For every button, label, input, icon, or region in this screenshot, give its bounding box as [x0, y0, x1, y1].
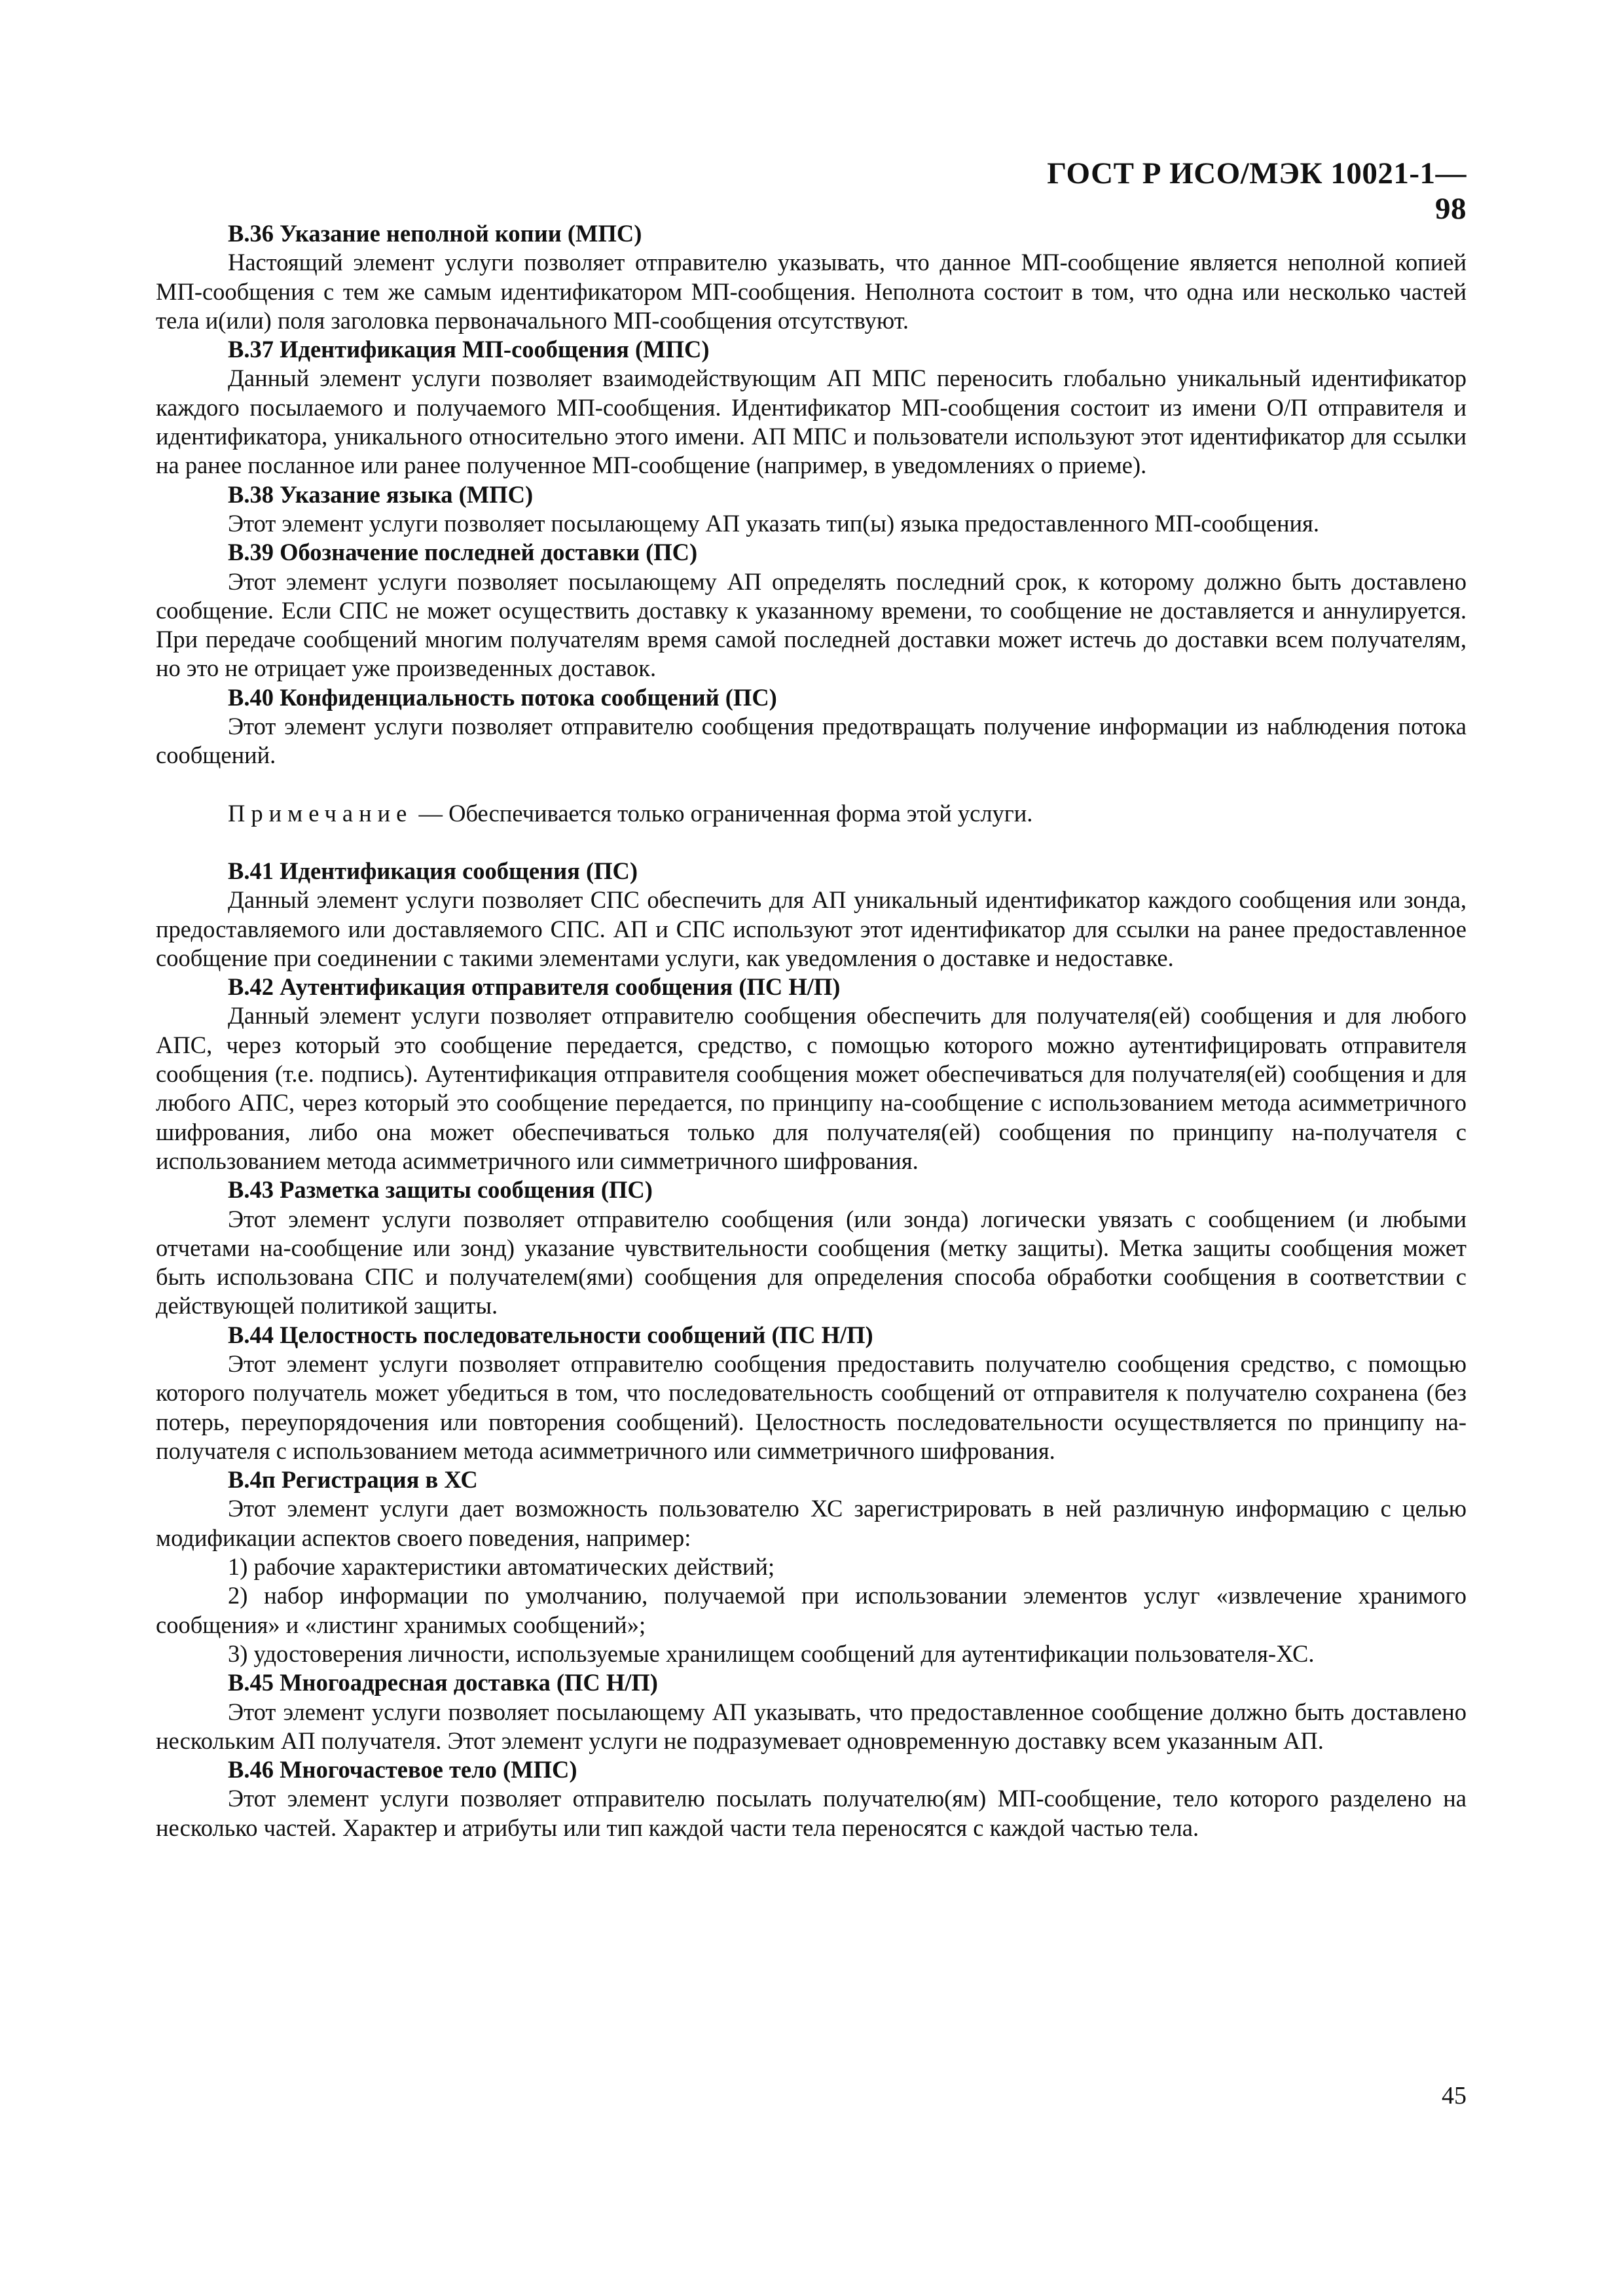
document-body [156, 219, 1467, 1842]
section-text-b45: Этот элемент услуги позволяет посылающему АП указывать, что предоставленное сообщение должно быть доставлено нескольким АП получателя. Этот элемент услуги не подразумевает одновременную доставку всем указанным АП. [156, 1698, 1467, 1754]
note-text: — Обеспечивается только ограниченная форма этой услуги. [412, 799, 1033, 827]
section-text-b42: Данный элемент услуги позволяет отправителю сообщения обеспечить для получателя(ей) сообщения и для любого АПС, через который это сообщение передается, средство, с помощью которого можно аутентифицировать отправителя сообщения (т.е. подпись). Аутентификация отправителя сообщения может обеспечиваться для получателя(ей) сообщения и для любого АПС, через который это сообщение передается, по принципу на-сообщение с использованием метода асимметричного шифрования, либо она может обеспечиваться только для получателя(ей) сообщения по принципу на-получателя с использованием метода асимметричного или симметричного шифрования. [156, 1002, 1467, 1174]
section-heading-b43: В.43 Разметка защиты сообщения (ПС) [228, 1176, 653, 1204]
section-heading-b39: В.39 Обозначение последней доставки (ПС) [228, 539, 698, 566]
section-heading-b41: В.41 Идентификация сообщения (ПС) [228, 857, 638, 884]
section-text-b43: Этот элемент услуги позволяет отправителю сообщения (или зонда) логически увязать с сообщением (и любыми отчетами на-сообщение или зонд) указание чувствительности сообщения (метку защиты). Метка защиты сообщения может быть использована СПС и получателем(ями) сообщения для определения способа обработки сообщения в соответствии с действующей политикой защиты. [156, 1205, 1467, 1319]
list-item: 1) рабочие характеристики автоматических действий; [228, 1553, 775, 1581]
section-text-b39: Этот элемент услуги позволяет посылающему АП определять последний срок, к которому должно быть доставлено сообщение. Если СПС не может осуществить доставку к указанному времени, то сообщение не доставляется и аннулируется. При передаче сообщений многим получателям время самой последней доставки может истечь до доставки всем получателям, но это не отрицает уже произведенных доставок. [156, 567, 1467, 682]
section-text-b40: Этот элемент услуги позволяет отправителю сообщения предотвращать получение информации из наблюдения потока сообщений. [156, 713, 1467, 769]
section-text-b4n: Этот элемент услуги дает возможность пользователю ХС зарегистрировать в ней различную информацию с целью модификации аспектов своего поведения, например: [156, 1495, 1467, 1551]
section-heading-b4n: В.4п Регистрация в ХС [228, 1466, 478, 1494]
section-heading-b36: В.36 Указание неполной копии (МПС) [228, 220, 642, 247]
section-heading-b37: В.37 Идентификация МП-сообщения (МПС) [228, 336, 710, 363]
section-heading-b45: В.45 Многоадресная доставка (ПС Н/П) [228, 1669, 658, 1696]
standard-header: ГОСТ Р ИСО/МЭК 10021-1—98 [1047, 156, 1467, 226]
section-heading-b38: В.38 Указание языка (МПС) [228, 480, 534, 508]
section-heading-b46: В.46 Многочастевое тело (МПС) [228, 1756, 577, 1784]
section-heading-b40: В.40 Конфиденциальность потока сообщений (ПС) [228, 683, 777, 711]
section-text-b41: Данный элемент услуги позволяет СПС обеспечить для АП уникальный идентификатор каждого сообщения или зонда, предоставляемого или доставляемого СПС. АП и СПС используют этот идентификатор для ссылки на ранее предоставленное сообщение при соединении с такими элементами услуги, как уведомления о доставке и недоставке. [156, 886, 1467, 971]
note [156, 799, 1467, 828]
note-label: Примечание [228, 799, 413, 827]
section-text-b36: Настоящий элемент услуги позволяет отправителю указывать, что данное МП-сообщение является неполной копией МП-сообщения с тем же самым идентификатором МП-сообщения. Неполнота состоит в том, что одна или несколько частей тела и(или) поля заголовка первоначального МП-сообщения отсутствуют. [156, 249, 1467, 334]
list-item: 3) удостоверения личности, используемые хранилищем сообщений для аутентификации пользователя-ХС. [228, 1640, 1315, 1667]
section-text-b44: Этот элемент услуги позволяет отправителю сообщения предоставить получателю сообщения средство, с помощью которого получатель может убедиться в том, что последовательность сообщений от отправителя к получателю сохранена (без потерь, переупорядочения или повторения сообщений). Целостность последовательности осуществляется по принципу на-получателя с использованием метода асимметричного или симметричного шифрования. [156, 1350, 1467, 1464]
list-item: 2) набор информации по умолчанию, получаемой при использовании элементов услуг «извлечение хранимого сообщения» и «листинг хранимых сообщений»; [156, 1582, 1467, 1638]
section-text-b38: Этот элемент услуги позволяет посылающему АП указать тип(ы) языка предоставленного МП-сообщения. [228, 509, 1319, 537]
section-heading-b42: В.42 Аутентификация отправителя сообщения (ПС Н/П) [228, 973, 841, 1001]
page-number: 45 [1442, 2082, 1467, 2109]
section-text-b37: Данный элемент услуги позволяет взаимодействующим АП МПС переносить глобально уникальный идентификатор каждого посылаемого и получаемого МП-сообщения. Идентификатор МП-сообщения состоит из имени О/П отправителя и идентификатора, уникального относительно этого имени. АП МПС и пользователи используют этот идентификатор для ссылки на ранее посланное или ранее полученное МП-сообщение (например, в уведомлениях о приеме). [156, 365, 1467, 479]
section-heading-b44: В.44 Целостность последовательности сообщений (ПС Н/П) [228, 1321, 873, 1348]
section-text-b46: Этот элемент услуги позволяет отправителю посылать получателю(ям) МП-сообщение, тело которого разделено на несколько частей. Характер и атрибуты или тип каждой части тела переносятся с каждой частью тела. [156, 1785, 1467, 1841]
